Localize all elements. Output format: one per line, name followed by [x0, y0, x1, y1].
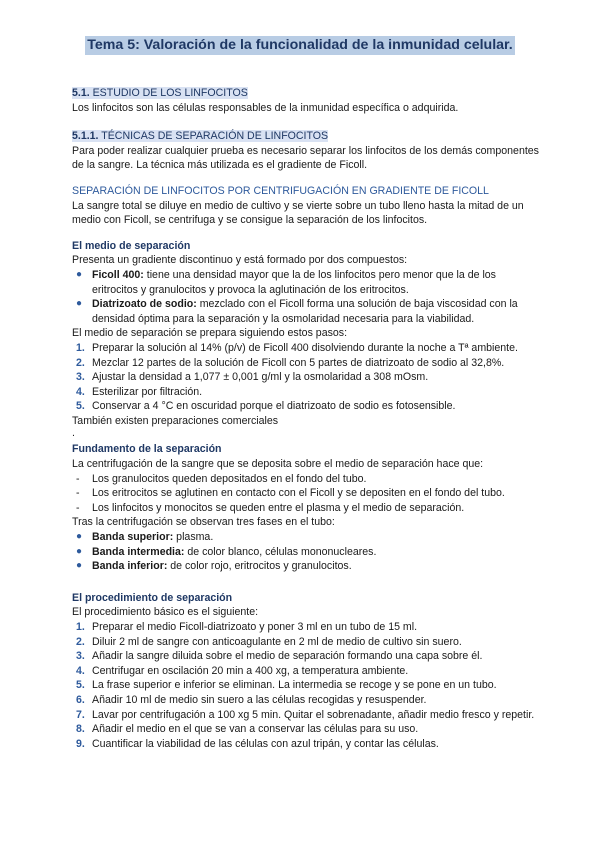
- medio-outro: También existen preparaciones comerciales: [72, 414, 279, 427]
- list-item: [72, 678, 542, 693]
- list-item: [72, 620, 542, 635]
- list-number: 7.: [76, 708, 85, 721]
- procedimiento-intro: El procedimiento básico es el siguiente:: [72, 606, 259, 619]
- list-number: 6.: [76, 693, 85, 706]
- list-item-bold: Banda inferior:: [92, 560, 168, 573]
- medio-intro: Presenta un gradiente discontinuo y está formado por dos compuestos:: [72, 254, 408, 267]
- list-item-text: Lavar por centrifugación a 100 xg 5 min. Quitar el sobrenadante, añadir medio fresco y repetir.: [92, 708, 535, 721]
- list-item-text: Conservar a 4 °C en oscuridad porque el diatrizoato de sodio es fotosensible.: [92, 400, 456, 413]
- bullet-icon: ●: [76, 268, 83, 280]
- list-item-bold: Banda superior:: [92, 531, 174, 544]
- list-number: 3.: [76, 371, 85, 384]
- list-item-text: Preparar la solución al 14% (p/v) de Ficoll 400 disolviendo durante la noche a Tª ambiente.: [92, 341, 518, 354]
- list-item-text: Añadir 10 ml de medio sin suero a las células recogidas y resuspender.: [92, 693, 427, 706]
- list-item-text: Preparar el medio Ficoll-diatrizoato y poner 3 ml en un tubo de 15 ml.: [92, 621, 418, 633]
- list-item-text: Los eritrocitos se aglutinen en contacto con el Ficoll y se depositen en el fondo del tubo.: [92, 487, 505, 500]
- list-item: [72, 737, 542, 752]
- list-item: [72, 635, 542, 650]
- list-number: 8.: [76, 723, 85, 736]
- list-item-text: de color blanco, células mononucleares.: [184, 545, 377, 558]
- list-item: [72, 472, 542, 487]
- list-number: 5.: [76, 400, 85, 413]
- list-item: [72, 708, 542, 723]
- list-item: [72, 693, 542, 708]
- section-5-1-1-number: 5.1.1.: [72, 130, 99, 143]
- bullet-icon: ●: [76, 531, 83, 543]
- list-item-text: Ajustar la densidad a 1,077 ± 0,001 g/ml y la osmolaridad a 308 mOsm.: [92, 371, 429, 384]
- section-5-1-1-text: Para poder realizar cualquier prueba es necesario separar los linfocitos de los demás componentes de la sangre. La técnica más utilizada es el gradiente de Ficoll.: [72, 144, 539, 172]
- procedimiento-heading: El procedimiento de separación: [72, 591, 233, 604]
- list-item-text: de color rojo, eritrocitos y granulocitos.: [167, 560, 352, 573]
- medio-outro-dot: .: [72, 427, 75, 440]
- fundamento-phases-intro: Tras la centrifugación se observan tres fases en el tubo:: [72, 516, 335, 529]
- list-number: 3.: [76, 650, 85, 663]
- ficoll-text: La sangre total se diluye en medio de cultivo y se vierte sobre un tubo lleno hasta la mitad de un medio con Ficoll, se centrifuga y se consigue la separación de los linfocitos.: [72, 199, 524, 227]
- list-item: [72, 664, 542, 679]
- dash-marker: -: [76, 472, 80, 485]
- list-item: [72, 297, 542, 326]
- ficoll-heading: SEPARACIÓN DE LINFOCITOS POR CENTRIFUGACIÓN EN GRADIENTE DE FICOLL: [72, 184, 489, 197]
- bullet-icon: ●: [76, 298, 83, 310]
- list-item-text: tiene una densidad mayor que la de los linfocitos pero menor que la de los eritrocitos y granulocitos y provoca la aglutinación de los eritrocitos.: [92, 268, 496, 296]
- procedimiento-steps-list: [72, 620, 542, 751]
- list-item: [72, 530, 542, 545]
- medio-bullet-list: [72, 268, 542, 326]
- list-item: [72, 501, 542, 516]
- list-item-bold: Banda intermedia:: [92, 545, 185, 558]
- fundamento-phases-list: [72, 530, 542, 574]
- list-item-text: Añadir la sangre diluida sobre el medio de separación formando una capa sobre él.: [92, 650, 483, 663]
- list-number: 1.: [76, 341, 85, 354]
- document-content: [72, 86, 542, 751]
- list-item: [72, 399, 542, 414]
- title-wrap: [0, 36, 600, 55]
- medio-steps-list: [72, 341, 542, 414]
- list-item-bold: Diatrizoato de sodio:: [92, 298, 197, 311]
- list-item-text: Añadir el medio en el que se van a conservar las células para su uso.: [92, 723, 419, 736]
- list-item-text: plasma.: [173, 531, 214, 544]
- list-item-bold: Ficoll 400:: [92, 268, 144, 281]
- list-item: [72, 722, 542, 737]
- section-5-1-label: ESTUDIO DE LOS LINFOCITOS: [89, 87, 248, 99]
- bullet-icon: ●: [76, 545, 83, 557]
- list-item: [72, 559, 542, 574]
- section-5-1-1-highlight: [72, 130, 328, 142]
- list-item-text: Cuantificar la viabilidad de las células con azul tripán, y contar las células.: [92, 737, 439, 750]
- list-item: [72, 545, 542, 560]
- list-item: [72, 268, 542, 297]
- list-item: [72, 370, 542, 385]
- list-item: [72, 356, 542, 371]
- list-number: 4.: [76, 385, 85, 398]
- fundamento-heading: Fundamento de la separación: [72, 443, 222, 456]
- list-item-text: mezclado con el Ficoll forma una solución de baja viscosidad con la densidad óptima para la separación y la osmolaridad necesaria para la viabilidad.: [92, 298, 518, 325]
- list-item-text: Los granulocitos queden depositados en el fondo del tubo.: [92, 472, 367, 485]
- document-title: Tema 5: Valoración de la funcionalidad de la inmunidad celular.: [87, 37, 513, 53]
- list-item: [72, 341, 542, 356]
- list-item: [72, 649, 542, 664]
- section-5-1-1-heading: [72, 129, 542, 144]
- list-item-text: Los linfocitos y monocitos se queden entre el plasma y el medio de separación.: [92, 501, 465, 514]
- bullet-icon: ●: [76, 560, 83, 572]
- section-5-1-heading: [72, 86, 542, 101]
- list-item-text: La frase superior e inferior se eliminan. La intermedia se recoge y se pone en un tubo.: [92, 679, 497, 692]
- fundamento-dash-list: [72, 472, 542, 516]
- list-item-text: Diluir 2 ml de sangre con anticoagulante en 2 ml de medio de cultivo sin suero.: [92, 635, 462, 648]
- list-number: 5.: [76, 679, 85, 692]
- dash-marker: -: [76, 501, 80, 514]
- list-item: [72, 486, 542, 501]
- list-number: 4.: [76, 664, 85, 677]
- list-number: 9.: [76, 737, 85, 750]
- section-5-1-1-label: TÉCNICAS DE SEPARACIÓN DE LINFOCITOS: [98, 130, 329, 143]
- section-5-1-text: Los linfocitos son las células responsables de la inmunidad específica o adquirida.: [72, 101, 459, 114]
- section-5-1-number: 5.1.: [72, 87, 90, 99]
- list-item-text: Esterilizar por filtración.: [92, 385, 203, 398]
- list-number: 2.: [76, 356, 85, 369]
- list-number: 1.: [76, 621, 85, 633]
- list-item-text: Mezclar 12 partes de la solución de Ficoll con 5 partes de diatrizoato de sodio al 32,8%.: [92, 356, 505, 369]
- fundamento-intro: La centrifugación de la sangre que se deposita sobre el medio de separación hace que:: [72, 458, 484, 471]
- medio-steps-intro: El medio de separación se prepara siguiendo estos pasos:: [72, 327, 348, 340]
- dash-marker: -: [76, 487, 80, 500]
- list-item-text: Centrifugar en oscilación 20 min a 400 xg, a temperatura ambiente.: [92, 664, 409, 677]
- section-5-1-highlight: [72, 87, 248, 99]
- medio-heading: El medio de separación: [72, 239, 191, 252]
- list-number: 2.: [76, 635, 85, 648]
- list-item: [72, 385, 542, 400]
